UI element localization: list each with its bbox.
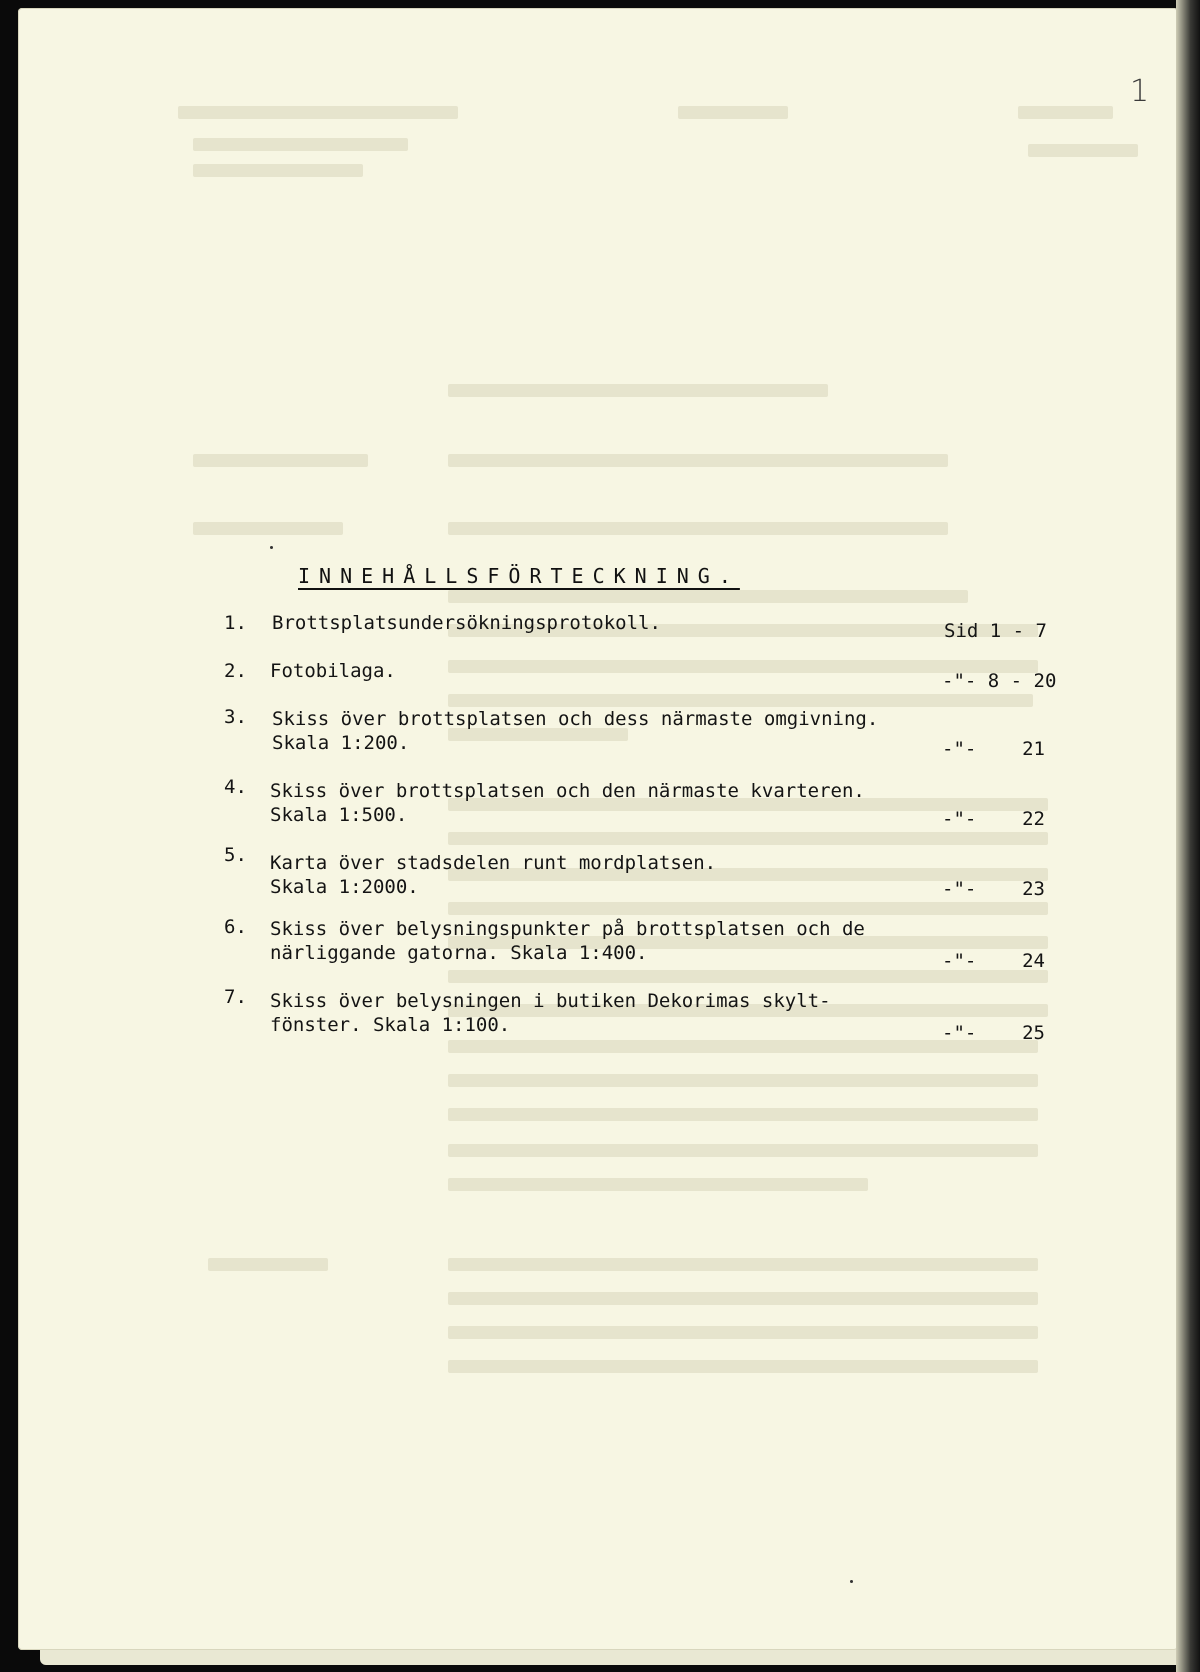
show-through-line xyxy=(448,1258,1038,1271)
toc-entry-text: Karta över stadsdelen runt mordplatsen. xyxy=(270,852,717,874)
scan-edge xyxy=(1176,0,1200,1672)
show-through-line xyxy=(1018,106,1113,119)
toc-title: INNEHÅLLSFÖRTECKNING. xyxy=(298,564,740,588)
toc-entry-text: Skiss över brottsplatsen och den närmaste kvarteren. xyxy=(270,780,865,802)
show-through-line xyxy=(448,902,1048,915)
show-through-line xyxy=(448,454,948,467)
show-through-line xyxy=(193,138,408,151)
document-page xyxy=(18,8,1178,1650)
toc-entry-text: Skala 1:200. xyxy=(272,732,410,754)
toc-entry-number: 2. xyxy=(224,660,247,682)
toc-entry-number: 7. xyxy=(224,986,247,1008)
toc-entry-number: 4. xyxy=(224,776,247,798)
show-through-line xyxy=(448,832,1048,845)
ink-speck xyxy=(850,1580,853,1583)
toc-entry-page: -"- 21 xyxy=(942,738,1045,760)
toc-entry-page: -"- 8 - 20 xyxy=(942,670,1057,692)
show-through-line xyxy=(448,1326,1038,1339)
show-through-line xyxy=(678,106,788,119)
page-marker: 1 xyxy=(1130,74,1150,109)
toc-entry-text: Fotobilaga. xyxy=(270,660,396,682)
show-through-line xyxy=(448,1074,1038,1087)
toc-entry-page: -"- 23 xyxy=(942,878,1045,900)
show-through-line xyxy=(448,1178,868,1191)
toc-entry-number: 1. xyxy=(224,612,247,634)
toc-entry-text: Skala 1:2000. xyxy=(270,876,419,898)
show-through-line xyxy=(178,106,458,119)
show-through-line xyxy=(448,522,948,535)
toc-entry-page: -"- 24 xyxy=(942,950,1045,972)
show-through-line xyxy=(448,384,828,397)
toc-entry-text: fönster. Skala 1:100. xyxy=(270,1014,511,1036)
show-through-line xyxy=(193,522,343,535)
toc-entry-page: -"- 22 xyxy=(942,808,1045,830)
toc-entry-text: närliggande gatorna. Skala 1:400. xyxy=(270,942,648,964)
show-through-line xyxy=(1028,144,1138,157)
toc-entry-text: Skiss över belysningen i butiken Dekorimas skylt- xyxy=(270,990,831,1012)
show-through-line xyxy=(193,164,363,177)
ink-speck xyxy=(270,546,273,549)
show-through-line xyxy=(208,1258,328,1271)
show-through-line xyxy=(448,694,1033,707)
toc-entry-number: 5. xyxy=(224,844,247,866)
toc-entry-page: Sid 1 - 7 xyxy=(944,620,1047,642)
show-through-line xyxy=(448,1360,1038,1373)
toc-entry-text: Skiss över belysningspunkter på brottsplatsen och de xyxy=(270,918,865,940)
toc-entry-text: Skala 1:500. xyxy=(270,804,408,826)
toc-entry-text: Brottsplatsundersökningsprotokoll. xyxy=(272,612,661,634)
toc-entry-number: 3. xyxy=(224,706,247,728)
toc-entry-page: -"- 25 xyxy=(942,1022,1045,1044)
show-through-line xyxy=(448,1292,1038,1305)
show-through-line xyxy=(193,454,368,467)
toc-entry-number: 6. xyxy=(224,916,247,938)
show-through-line xyxy=(448,1144,1038,1157)
show-through-line xyxy=(448,1108,1038,1121)
show-through-line xyxy=(448,590,968,603)
toc-entry-text: Skiss över brottsplatsen och dess närmaste omgivning. xyxy=(272,708,879,730)
